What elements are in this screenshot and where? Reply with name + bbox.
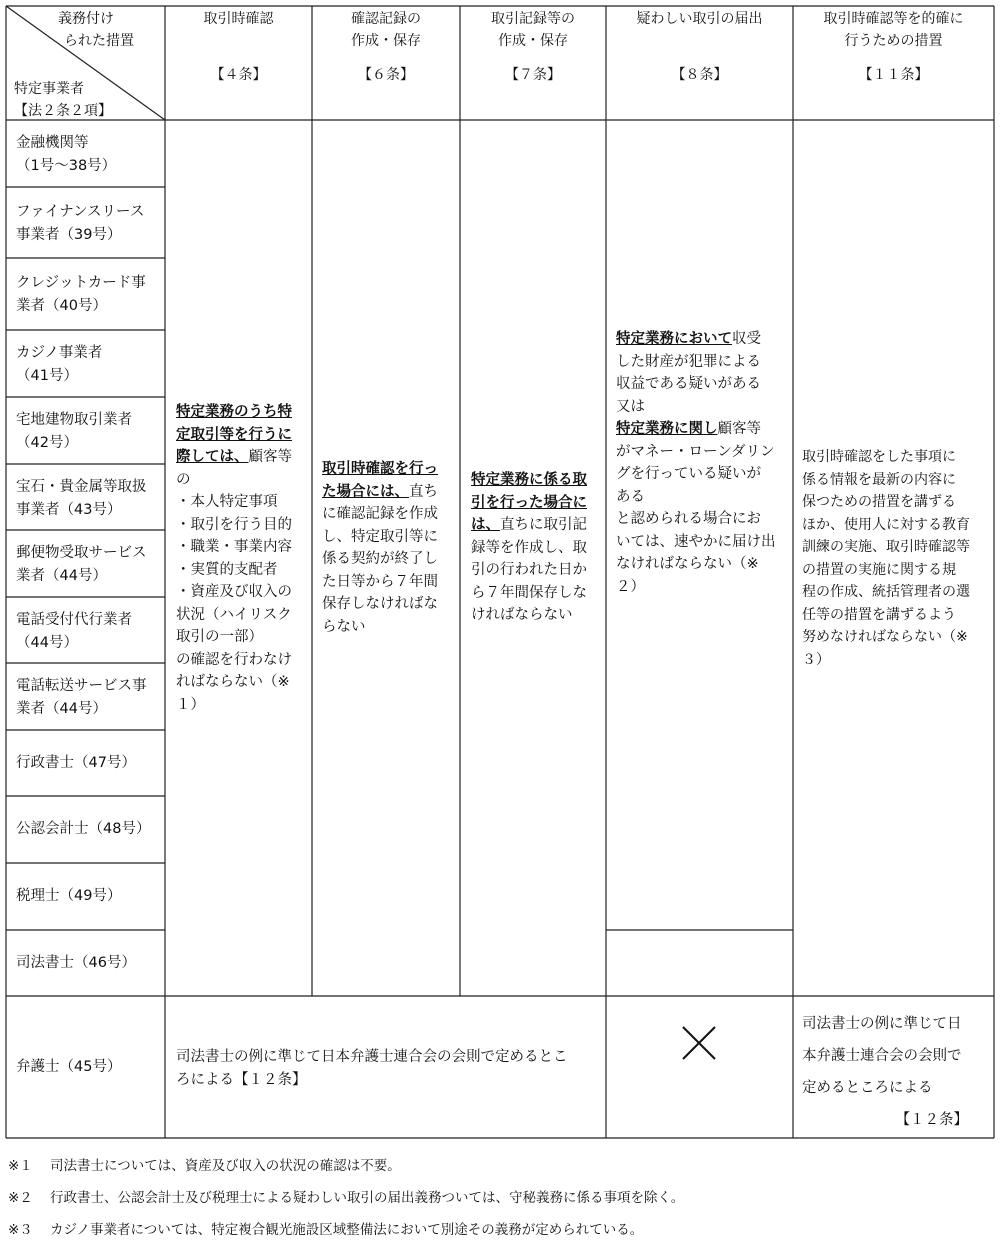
row-label-judicial-scrivener: 司法書士（46号）: [16, 955, 136, 971]
column-header-transaction-records: 取引記録等の 作成・保存 【７条】: [491, 11, 575, 83]
column-header-verification: 取引時確認 【４条】: [203, 11, 274, 83]
row-label-financial-institutions: 金融機関等 （1号～38号）: [16, 135, 117, 174]
row-label-cpa: 公認会計士（48号）: [16, 821, 151, 837]
attorney-internal-measures-text: 司法書士の例に準じて日 本弁護士連合会の会則で 定めるところによる 【１２条】: [802, 1016, 968, 1128]
verification-obligation-text: 特定業務のうち特 定取引等を行うに 際しては、顧客等 の ・本人特定事項 ・取引を行う目的 ・職業・事業内容 ・実質的支配者 ・資産及び収入の 状況（ハイリスク 取引の一部） の確認を行わなけ ればならない（※ １）: [176, 404, 292, 713]
row-label-postal-receiving: 郵便物受取サービス 業者（44号）: [16, 545, 147, 584]
verification-records-obligation-text: 取引時確認を行っ た場合には、直ち に確認記録を作成 し、特定取引等に 係る契約が終了し た日等から７年間 保存しなければな らない: [322, 461, 438, 635]
row-label-tax-accountant: 税理士（49号）: [16, 888, 122, 904]
row-label-credit-card: クレジットカード事 業者（40号）: [16, 275, 146, 314]
footnote-3: ※３ カジノ事業者については、特定複合観光施設区域整備法において別途その義務が定められている。: [8, 1222, 644, 1238]
corner-header-businesses: 特定事業者 【法２条２項】: [14, 81, 112, 119]
row-label-precious-metals: 宝石・貴金属等取扱 事業者（43号）: [16, 479, 147, 518]
row-label-real-estate: 宅地建物取引業者 （42号）: [16, 412, 132, 451]
row-label-telephone-forwarding: 電話転送サービス事 業者（44号）: [16, 678, 147, 717]
corner-header-measures: 義務付け られた措置: [58, 11, 134, 49]
row-label-telephone-reception: 電話受付代行業者 （44号）: [16, 612, 132, 651]
column-header-suspicious-report: 疑わしい取引の届出 【８条】: [636, 11, 763, 83]
column-header-internal-measures: 取引時確認等を的確に 行うための措置 【１１条】: [823, 11, 964, 83]
attorney-rule-text: 司法書士の例に準じて日本弁護士連合会の会則で定めるとこ ろによる【１２条】: [176, 1049, 568, 1088]
row-label-administrative-scrivener: 行政書士（47号）: [16, 755, 136, 771]
not-applicable-cross-icon: [681, 1025, 717, 1061]
internal-measures-obligation-text: 取引時確認をした事項に 係る情報を最新の内容に 保つための措置を講ずる ほか、使用人に対する教育 訓練の実施、取引時確認等 の措置の実施に関する規 程の作成、統括管理者の選 任等の措置を講ずるよう 努めなければならない（※ ３）: [802, 449, 970, 668]
footnote-1: ※１ 司法書士については、資産及び収入の状況の確認は不要。: [8, 1158, 401, 1174]
row-label-casino: カジノ事業者 （41号）: [16, 345, 103, 384]
column-header-verification-records: 確認記録の 作成・保存 【６条】: [351, 11, 421, 83]
row-label-finance-lease: ファイナンスリース 事業者（39号）: [16, 204, 145, 243]
transaction-records-obligation-text: 特定業務に係る取 引を行った場合に は、直ちに取引記 録等を作成し、取 引の行われた日か ら７年間保存しな ければならない: [471, 472, 587, 623]
suspicious-report-obligation-text: 特定業務において収受 した財産が犯罪による 収益である疑いがある 又は 特定業務に関し顧客等 がマネー・ローンダリン グを行っている疑いが ある と認められる場合にお いては、速やかに届け出 なければならない（※ ２）: [616, 331, 776, 595]
row-label-attorney: 弁護士（45号）: [16, 1059, 122, 1075]
footnote-2: ※２ 行政書士、公認会計士及び税理士による疑わしい取引の届出義務ついては、守秘義務に係る事項を除く。: [8, 1190, 685, 1206]
